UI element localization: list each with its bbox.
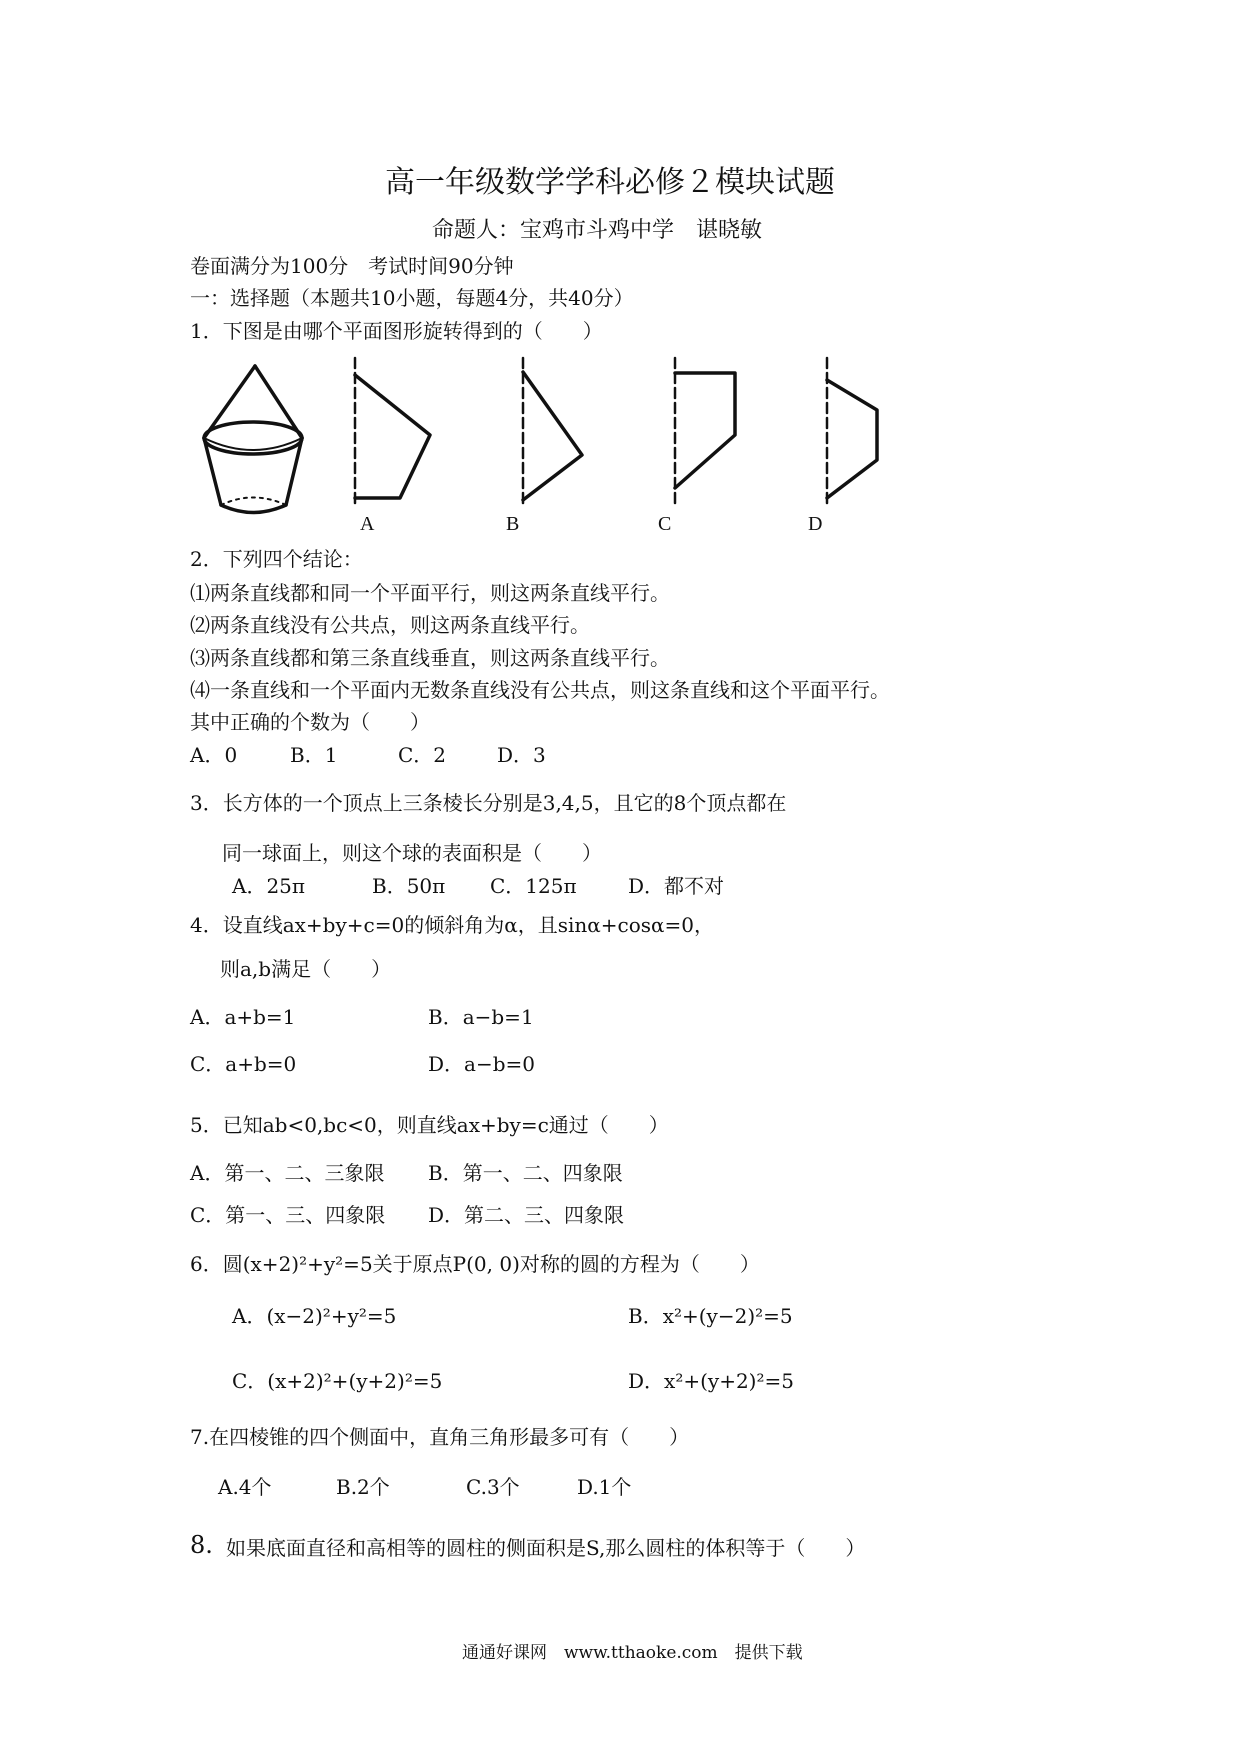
question-3-line1: 3．长方体的一个顶点上三条棱长分别是3,4,5，且它的8个顶点都在 — [190, 791, 787, 815]
option-d-label: D — [808, 513, 823, 535]
question-3-option: A．25π — [232, 874, 306, 898]
question-2-item: ⑴两条直线都和同一个平面平行，则这两条直线平行。 — [190, 581, 670, 605]
page-footer: 通通好课网 www.tthaoke.com 提供下载 — [462, 1643, 803, 1663]
question-3-option: D．都不对 — [628, 874, 725, 898]
question-5-option: D．第二、三、四象限 — [428, 1203, 625, 1227]
question-5-stem: 5．已知ab<0,bc<0，则直线ax+by=c通过（ ） — [190, 1113, 669, 1137]
question-2-option: A．0 — [190, 743, 238, 767]
question-4-option: D．a−b=0 — [428, 1052, 536, 1076]
question-2-item: ⑵两条直线没有公共点，则这两条直线平行。 — [190, 613, 590, 637]
option-a-shape — [355, 358, 430, 508]
question-7-option: C.3个 — [466, 1475, 520, 1499]
question-3-line2: 同一球面上，则这个球的表面积是（ ） — [222, 841, 602, 865]
question-2-item: ⑷一条直线和一个平面内无数条直线没有公共点，则这条直线和这个平面平行。 — [190, 678, 890, 702]
question-2-item: ⑶两条直线都和第三条直线垂直，则这两条直线平行。 — [190, 646, 670, 670]
question-2-ask: 其中正确的个数为（ ） — [190, 710, 430, 734]
question-2-option: C．2 — [398, 743, 447, 767]
question-6-option: A．(x−2)²+y²=5 — [232, 1304, 397, 1328]
question-4-line1: 4．设直线ax+by+c=0的倾斜角为α，且sinα+cosα=0， — [190, 913, 715, 937]
question-1-figures — [190, 350, 910, 540]
question-5-option: A．第一、二、三象限 — [190, 1161, 385, 1185]
question-4-option: B．a−b=1 — [428, 1005, 534, 1029]
question-1-stem: 1．下图是由哪个平面图形旋转得到的（ ） — [190, 319, 603, 343]
question-6-option: B．x²+(y−2)²=5 — [628, 1304, 793, 1328]
question-2-option: D．3 — [497, 743, 546, 767]
question-7-option: D.1个 — [577, 1475, 632, 1499]
option-c-shape — [675, 358, 735, 508]
question-5-option: B．第一、二、四象限 — [428, 1161, 623, 1185]
question-8-stem: 如果底面直径和高相等的圆柱的侧面积是S,那么圆柱的体积等于（ ） — [226, 1536, 866, 1560]
option-b-shape — [523, 358, 582, 508]
question-2-option: B．1 — [290, 743, 338, 767]
question-6-stem: 6．圆(x+2)²+y²=5关于原点P(0, 0)对称的圆的方程为（ ） — [190, 1252, 760, 1276]
author-line: 命题人：宝鸡市斗鸡中学 谌晓敏 — [432, 218, 763, 243]
question-4-option: C．a+b=0 — [190, 1052, 297, 1076]
exam-info: 卷面满分为100分 考试时间90分钟 — [190, 254, 514, 278]
question-6-option: D．x²+(y+2)²=5 — [628, 1369, 794, 1393]
question-4-option: A．a+b=1 — [190, 1005, 296, 1029]
option-a-label: A — [360, 513, 375, 535]
question-5-option: C．第一、三、四象限 — [190, 1203, 386, 1227]
solid-figure — [204, 366, 302, 513]
question-3-option: C．125π — [490, 874, 577, 898]
option-b-label: B — [506, 513, 520, 535]
option-c-label: C — [658, 513, 672, 535]
question-7-stem: 7.在四棱锥的四个侧面中，直角三角形最多可有（ ） — [190, 1425, 690, 1449]
question-7-option: B.2个 — [336, 1475, 390, 1499]
question-4-line2: 则a,b满足（ ） — [220, 957, 392, 981]
page-title: 高一年级数学学科必修２模块试题 — [385, 165, 835, 200]
question-6-option: C．(x+2)²+(y+2)²=5 — [232, 1369, 443, 1393]
section-heading: 一：选择题（本题共10小题，每题4分，共40分） — [190, 286, 634, 310]
question-3-option: B．50π — [372, 874, 446, 898]
question-7-option: A.4个 — [218, 1475, 272, 1499]
option-d-shape — [827, 358, 877, 508]
question-2-stem: 2．下列四个结论： — [190, 547, 363, 571]
question-8-number: 8. — [190, 1531, 213, 1559]
